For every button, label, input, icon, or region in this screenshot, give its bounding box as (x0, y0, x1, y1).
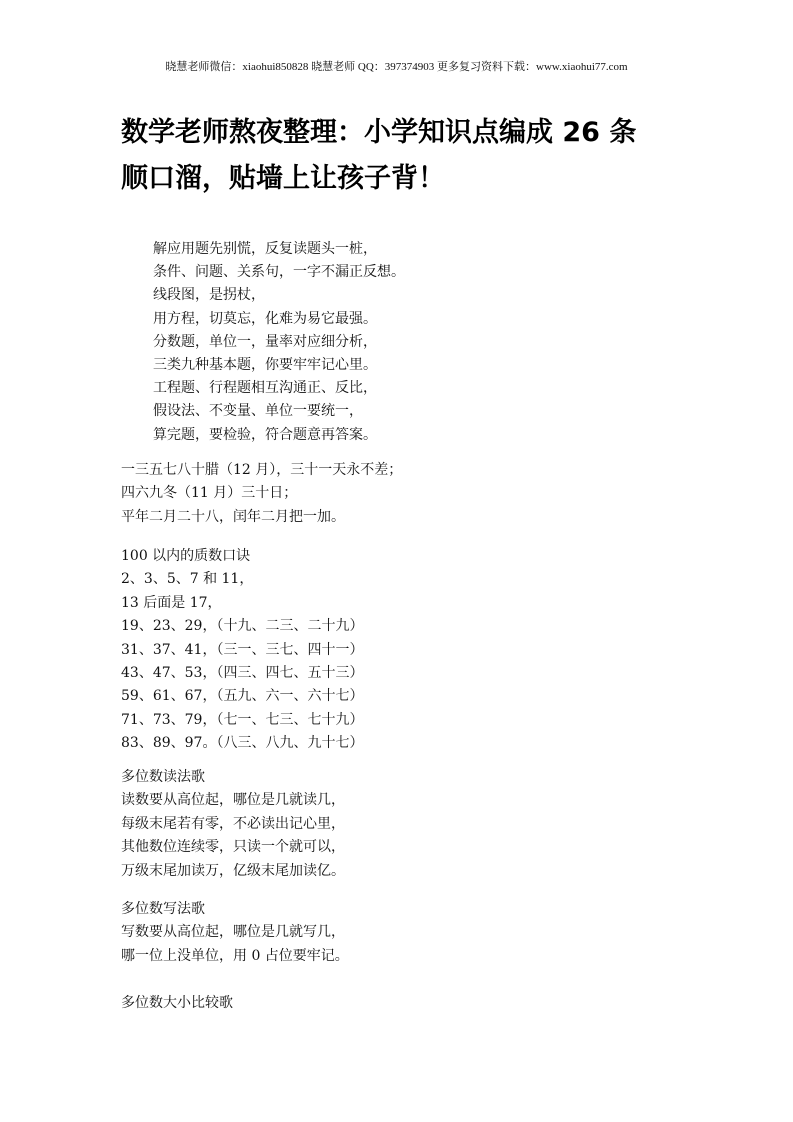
prime-numbers-rhyme (121, 545, 363, 756)
section-heading: 多位数读法歌 (121, 769, 205, 785)
poem-line: 用方程，切莫忘，化难为易它最强。 (153, 310, 377, 327)
rhyme-line: 写数要从高位起，哪位是几就写几， (121, 924, 345, 941)
writing-rhyme (121, 898, 349, 968)
rhyme-line: 一三五七八十腊（12 月），三十一天永不差； (121, 462, 403, 478)
rhyme-line: 71、73、79，（七一、七三、七十九） (121, 711, 364, 728)
poem-line: 分数题，单位一，量率对应细分析， (153, 333, 377, 350)
rhyme-line: 其他数位连续零，只读一个就可以， (121, 839, 345, 856)
section-heading: 多位数大小比较歌 (121, 995, 233, 1011)
poem-line: 解应用题先别慌，反复读题头一桩， (153, 241, 377, 257)
rhyme-line: 83、89、97。（八三、八九、九十七） (121, 735, 364, 752)
rhyme-line: 13 后面是 17， (121, 594, 222, 611)
rhyme-line: 59、61、67，（五九、六一、六十七） (121, 688, 364, 705)
poem-line: 算完题，要检验，符合题意再答案。 (153, 426, 377, 443)
comparison-rhyme (121, 992, 233, 1015)
poem-line: 工程题、行程题相互沟通正、反比， (153, 380, 377, 397)
rhyme-line: 哪一位上没单位，用 0 占位要牢记。 (121, 947, 349, 964)
section-heading: 多位数写法歌 (121, 901, 205, 917)
page-header: 晓慧老师微信：xiaohui850828 晓慧老师 QQ：397374903 更多复习资料下载：www.xiaohui77.com (165, 61, 628, 73)
word-problem-poem (153, 238, 405, 447)
rhyme-line: 平年二月二十八，闰年二月把一加。 (121, 508, 345, 525)
rhyme-line: 31、37、41，（三一、三七、四十一） (121, 641, 364, 658)
rhyme-line: 万级末尾加读万，亿级末尾加读亿。 (121, 862, 345, 879)
poem-line: 假设法、不变量、单位一要统一， (153, 403, 363, 420)
rhyme-line: 读数要从高位起，哪位是几就读几， (121, 792, 345, 809)
rhyme-line: 每级末尾若有零，不必读出记心里， (121, 815, 345, 832)
poem-line: 线段图，是拐杖， (153, 287, 265, 304)
reading-rhyme (121, 766, 345, 883)
months-rhyme (121, 459, 402, 529)
section-heading: 100 以内的质数口诀 (121, 548, 251, 564)
page-title (121, 110, 721, 202)
title-line: 顺口溜，贴墙上让孩子背！ (121, 163, 445, 194)
rhyme-line: 2、3、5、7 和 11， (121, 571, 254, 588)
rhyme-line: 四六九冬（11 月）三十日； (121, 485, 298, 502)
poem-line: 条件、问题、关系句，一字不漏正反想。 (153, 264, 405, 281)
title-line: 数学老师熬夜整理：小学知识点编成 26 条 (121, 117, 637, 148)
rhyme-line: 19、23、29，（十九、二三、二十九） (121, 618, 364, 635)
poem-line: 三类九种基本题，你要牢牢记心里。 (153, 356, 377, 373)
rhyme-line: 43、47、53，（四三、四七、五十三） (121, 664, 364, 681)
